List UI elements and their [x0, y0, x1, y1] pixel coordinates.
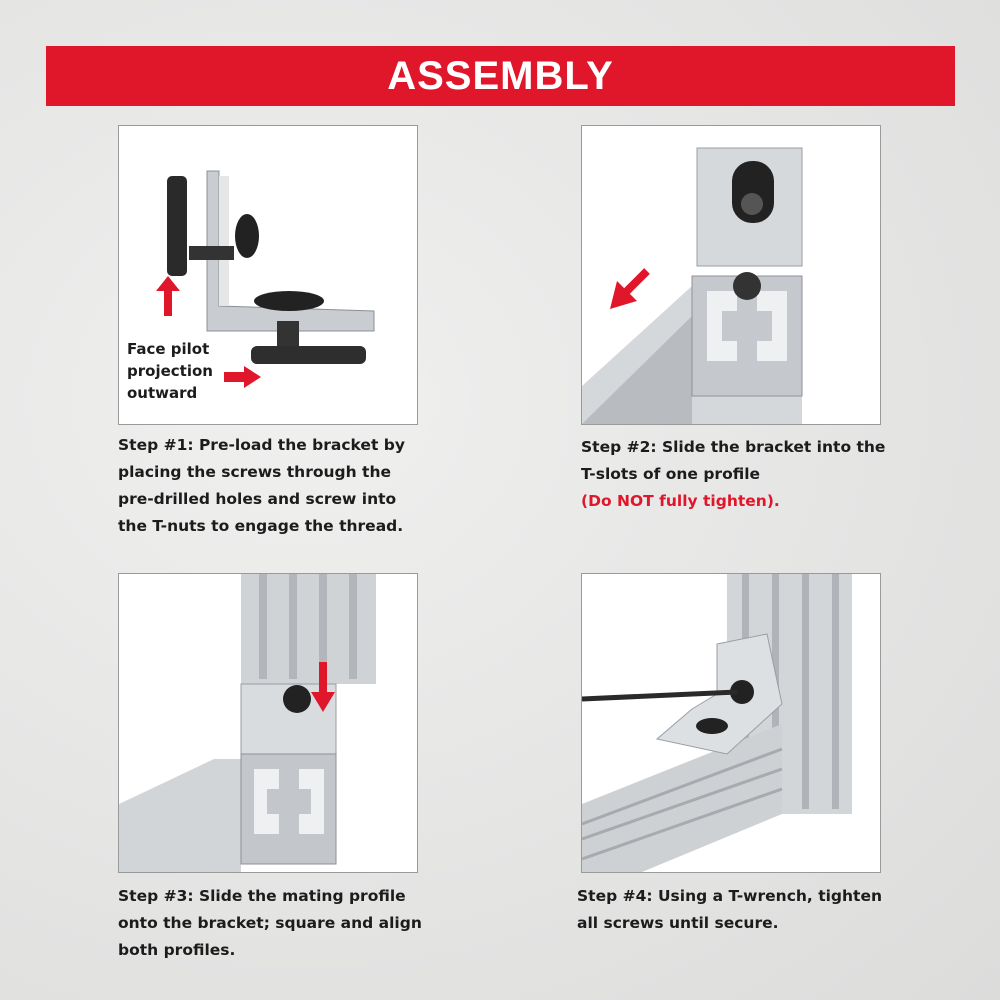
mating-profile-illustration: [119, 574, 417, 872]
tighten-screws-illustration: [582, 574, 880, 872]
caption-line: onto the bracket; square and align: [118, 914, 422, 932]
caption-line: Step #2: Slide the bracket into the: [581, 438, 886, 456]
label-line: projection: [127, 362, 213, 380]
step-2-image: [581, 125, 881, 425]
diagonal-arrow-icon: [610, 271, 647, 309]
caption-line: Step #1: Pre-load the bracket by: [118, 436, 405, 454]
caption-line: both profiles.: [118, 941, 236, 959]
step-3-image: [118, 573, 418, 873]
step-4-caption: [577, 883, 907, 937]
caption-line: T-slots of one profile: [581, 465, 761, 483]
caption-line: the T-nuts to engage the thread.: [118, 517, 404, 535]
label-line: outward: [127, 384, 198, 402]
right-arrow-icon: [224, 372, 246, 382]
caption-line: placing the screws through the: [118, 463, 392, 481]
step-4-image: [581, 573, 881, 873]
caption-line: pre-drilled holes and screw into: [118, 490, 397, 508]
step-1-caption: [118, 432, 448, 540]
label-line: Face pilot: [127, 340, 210, 358]
step-3-caption: [118, 883, 448, 964]
caption-line: Step #3: Slide the mating profile: [118, 887, 406, 905]
step-2-caption: [581, 434, 911, 515]
assembly-banner: [46, 46, 955, 106]
slide-bracket-illustration: [582, 126, 880, 424]
caption-line: Step #4: Using a T-wrench, tighten: [577, 887, 883, 905]
page-title: ASSEMBLY: [387, 53, 614, 98]
warning-text: (Do NOT fully tighten).: [581, 492, 780, 510]
caption-line: all screws until secure.: [577, 914, 779, 932]
pilot-instruction-label: [127, 338, 213, 404]
step-1-image: [118, 125, 418, 425]
